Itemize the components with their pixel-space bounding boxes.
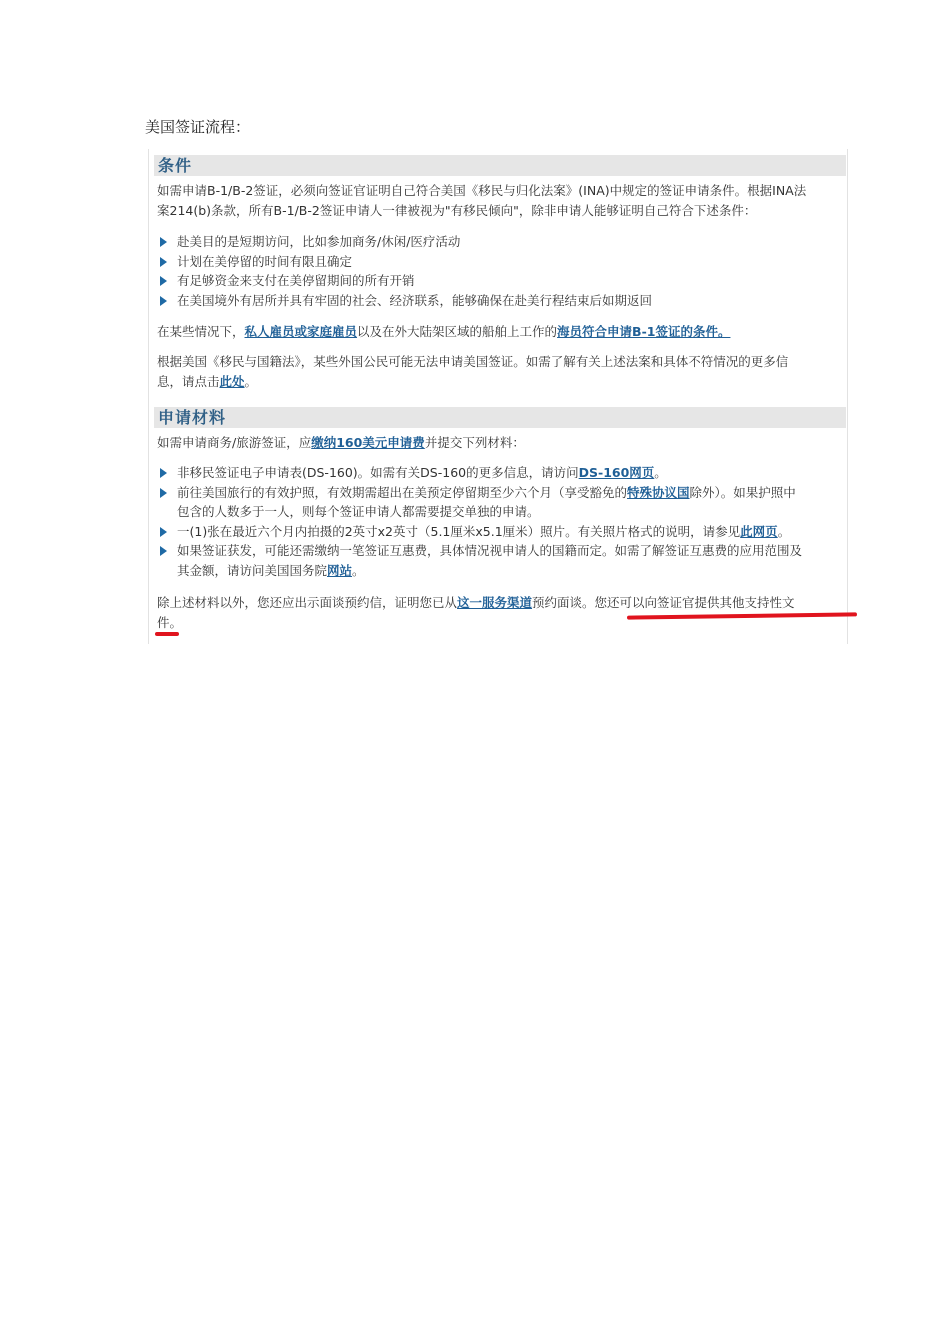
closing-text-line2: 件。: [157, 615, 183, 630]
red-underline-annotation: [155, 632, 179, 636]
bullet-arrow-icon: [160, 237, 167, 247]
state-dept-website-link[interactable]: 网站: [327, 562, 353, 578]
bullet-arrow-icon: [160, 468, 167, 478]
click-here-link[interactable]: 此处: [219, 374, 245, 389]
conditions-intro-line1: 如需申请B-1/B-2签证，必须向签证官证明自己符合美国《移民与归化法案》(INA)中规定的签证申请条件。根据INA法: [157, 183, 807, 198]
list-item: 赴美目的是短期访问，比如参加商务/休闲/医疗活动: [157, 232, 847, 252]
list-item: 如果签证获发，可能还需缴纳一笔签证互惠费，具体情况视申请人的国籍而定。如需了解签证互惠费的应用范围及: [157, 541, 847, 561]
list-item: 一(1)张在最近六个月内拍摄的2英寸x2英寸（5.1厘米x5.1厘米）照片。有关照片格式的说明，请参见此网页。: [157, 522, 847, 542]
materials-list: [157, 463, 847, 580]
conditions-intro-line2: 案214(b)条款，所有B-1/B-2签证申请人一律被视为"有移民倾向"，除非申请人能够证明自己符合下述条件：: [157, 203, 757, 218]
ds160-link[interactable]: DS-160网页: [578, 465, 655, 480]
materials-header: [154, 407, 846, 428]
conditions-title: 条件: [158, 156, 193, 175]
bullet-arrow-icon: [160, 276, 167, 286]
law-text-line2: 息，请点击此处。: [157, 374, 258, 389]
bullet-arrow-icon: [160, 296, 167, 306]
conditions-header: [154, 155, 846, 176]
materials-intro: 如需申请商务/旅游签证，应缴纳160美元申请费并提交下列材料：: [157, 435, 525, 450]
special-cases-text: 在某些情况下，私人雇员或家庭雇员以及在外大陆架区域的船舶上工作的海员符合申请B-1签证的条件。: [157, 324, 731, 339]
bullet-arrow-icon: [160, 257, 167, 267]
list-item-continuation: 其金额，请访问美国国务院网站。: [177, 562, 365, 578]
bullet-arrow-icon: [160, 488, 167, 498]
list-item: 计划在美停留的时间有限且确定: [157, 252, 847, 272]
crewman-b1-link[interactable]: 海员符合申请B-1签证的条件。: [557, 324, 731, 339]
list-item: 非移民签证电子申请表(DS-160)。如需有关DS-160的更多信息，请访问DS-160网页。: [157, 463, 847, 483]
private-employee-link[interactable]: 私人雇员或家庭雇员: [244, 324, 358, 339]
service-channel-link[interactable]: 这一服务渠道: [457, 595, 533, 610]
highlighted-sentence: 您还可以向签证官提供其他支持性文: [594, 595, 795, 610]
photo-page-link[interactable]: 此网页: [740, 523, 778, 539]
embedded-screenshot: [148, 149, 848, 644]
list-item: 有足够资金来支付在美停留期间的所有开销: [157, 271, 847, 291]
bullet-arrow-icon: [160, 527, 167, 537]
closing-text-line1: 除上述材料以外，您还应出示面谈预约信，证明您已从这一服务渠道预约面谈。您还可以向签证官提供其他支持性文: [157, 595, 795, 610]
law-text-line1: 根据美国《移民与国籍法》，某些外国公民可能无法申请美国签证。如需了解有关上述法案和具体不符情况的更多信: [157, 354, 789, 369]
list-item: 在美国境外有居所并具有牢固的社会、经济联系，能够确保在赴美行程结束后如期返回: [157, 291, 847, 311]
bullet-arrow-icon: [160, 546, 167, 556]
list-item-continuation: 包含的人数多于一人，则每个签证申请人都需要提交单独的申请。: [177, 504, 540, 519]
special-agreement-link[interactable]: 特殊协议国: [627, 484, 690, 500]
page-title: 美国签证流程：: [145, 118, 251, 136]
list-item: 前往美国旅行的有效护照，有效期需超出在美预定停留期至少六个月（享受豁免的特殊协议国除外）。如果护照中: [157, 483, 847, 503]
materials-title: 申请材料: [158, 408, 227, 427]
pay-fee-link[interactable]: 缴纳160美元申请费: [311, 435, 425, 450]
conditions-list: [157, 232, 847, 310]
